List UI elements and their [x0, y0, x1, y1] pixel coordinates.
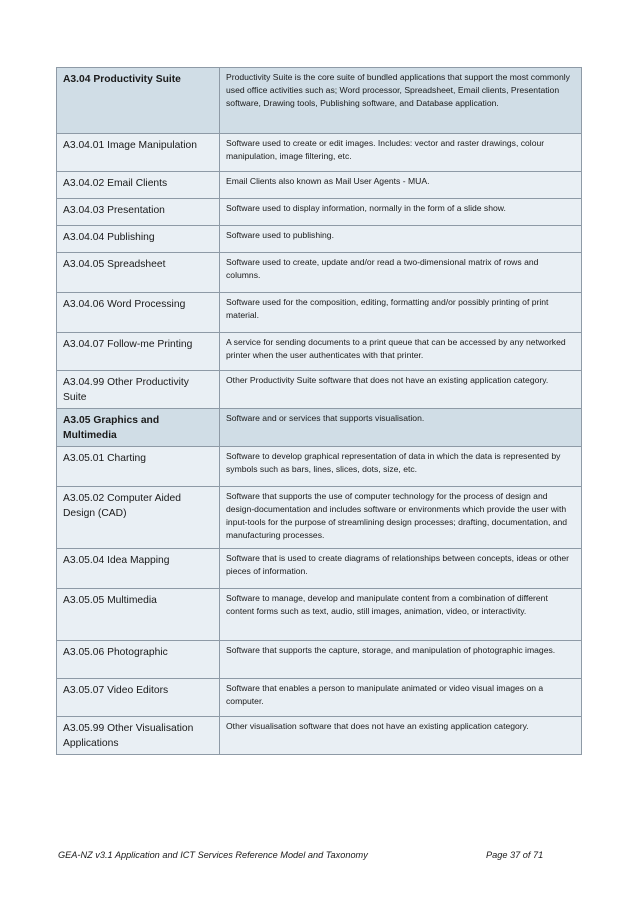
taxonomy-description-cell: Email Clients also known as Mail User Agents - MUA.	[220, 172, 582, 199]
taxonomy-description-cell: Software and or services that supports visualisation.	[220, 409, 582, 447]
taxonomy-description-cell: Software used to display information, normally in the form of a slide show.	[220, 199, 582, 226]
taxonomy-code-cell: A3.04.04 Publishing	[57, 226, 220, 253]
taxonomy-code-cell: A3.05 Graphics and Multimedia	[57, 409, 220, 447]
table-row	[57, 641, 582, 679]
taxonomy-description-cell: Software used to publishing.	[220, 226, 582, 253]
taxonomy-code-cell: A3.04.01 Image Manipulation	[57, 134, 220, 172]
footer-page-number: Page 37 of 71	[486, 850, 544, 860]
taxonomy-description-cell: Software used to create, update and/or read a two-dimensional matrix of rows and columns.	[220, 253, 582, 293]
taxonomy-code-cell: A3.05.04 Idea Mapping	[57, 549, 220, 589]
taxonomy-description-cell: Software to manage, develop and manipulate content from a combination of different content forms such as text, audio, still images, animation, video, or interactivity.	[220, 589, 582, 641]
table-row	[57, 679, 582, 717]
taxonomy-code-cell: A3.04 Productivity Suite	[57, 68, 220, 134]
taxonomy-code-cell: A3.05.06 Photographic	[57, 641, 220, 679]
table-row	[57, 172, 582, 199]
table-row	[57, 589, 582, 641]
taxonomy-description-cell: Software to develop graphical representation of data in which the data is represented by symbols such as bars, lines, slices, dots, size, etc.	[220, 447, 582, 487]
taxonomy-description-cell: Software that is used to create diagrams of relationships between concepts, ideas or other pieces of information.	[220, 549, 582, 589]
taxonomy-code-cell: A3.04.06 Word Processing	[57, 293, 220, 333]
table-row	[57, 371, 582, 409]
taxonomy-description-cell: Software that enables a person to manipulate animated or video visual images on a computer.	[220, 679, 582, 717]
category-header-row	[57, 68, 582, 134]
taxonomy-code-cell: A3.05.07 Video Editors	[57, 679, 220, 717]
table-row	[57, 226, 582, 253]
taxonomy-description-cell: Software used for the composition, editing, formatting and/or possibly printing of print material.	[220, 293, 582, 333]
taxonomy-description-cell: Software that supports the capture, storage, and manipulation of photographic images.	[220, 641, 582, 679]
table-row	[57, 134, 582, 172]
table-row	[57, 253, 582, 293]
taxonomy-description-cell: Software that supports the use of computer technology for the process of design and design-documentation and includes software or environments which provide the user with input-tools for the purpose of streamlining design processes; drafting, documentation, and manufacturing processes.	[220, 487, 582, 549]
taxonomy-code-cell: A3.05.01 Charting	[57, 447, 220, 487]
table-row	[57, 549, 582, 589]
table-row	[57, 447, 582, 487]
taxonomy-code-cell: A3.05.02 Computer Aided Design (CAD)	[57, 487, 220, 549]
taxonomy-description-cell: Other Productivity Suite software that does not have an existing application category.	[220, 371, 582, 409]
taxonomy-description-cell: Software used to create or edit images. Includes: vector and raster drawings, colour manipulation, image filtering, etc.	[220, 134, 582, 172]
taxonomy-code-cell: A3.05.05 Multimedia	[57, 589, 220, 641]
taxonomy-description-cell: A service for sending documents to a print queue that can be accessed by any networked printer when the user authenticates with that printer.	[220, 333, 582, 371]
table-row	[57, 333, 582, 371]
table-row	[57, 199, 582, 226]
taxonomy-code-cell: A3.04.05 Spreadsheet	[57, 253, 220, 293]
table-row	[57, 293, 582, 333]
taxonomy-code-cell: A3.04.07 Follow-me Printing	[57, 333, 220, 371]
taxonomy-code-cell: A3.04.03 Presentation	[57, 199, 220, 226]
taxonomy-table	[56, 67, 582, 755]
table-row	[57, 487, 582, 549]
taxonomy-description-cell: Other visualisation software that does not have an existing application category.	[220, 717, 582, 755]
category-header-row	[57, 409, 582, 447]
taxonomy-code-cell: A3.04.02 Email Clients	[57, 172, 220, 199]
table-row	[57, 717, 582, 755]
taxonomy-description-cell: Productivity Suite is the core suite of bundled applications that support the most commonly used office activities such as; Word processor, Spreadsheet, Email clients, Presentation software, Drawing tools, Publishing software, and Database application.	[220, 68, 582, 134]
taxonomy-code-cell: A3.04.99 Other Productivity Suite	[57, 371, 220, 409]
taxonomy-table-body	[57, 68, 582, 755]
taxonomy-code-cell: A3.05.99 Other Visualisation Applications	[57, 717, 220, 755]
footer-document-title: GEA-NZ v3.1 Application and ICT Services Reference Model and Taxonomy	[58, 850, 368, 860]
